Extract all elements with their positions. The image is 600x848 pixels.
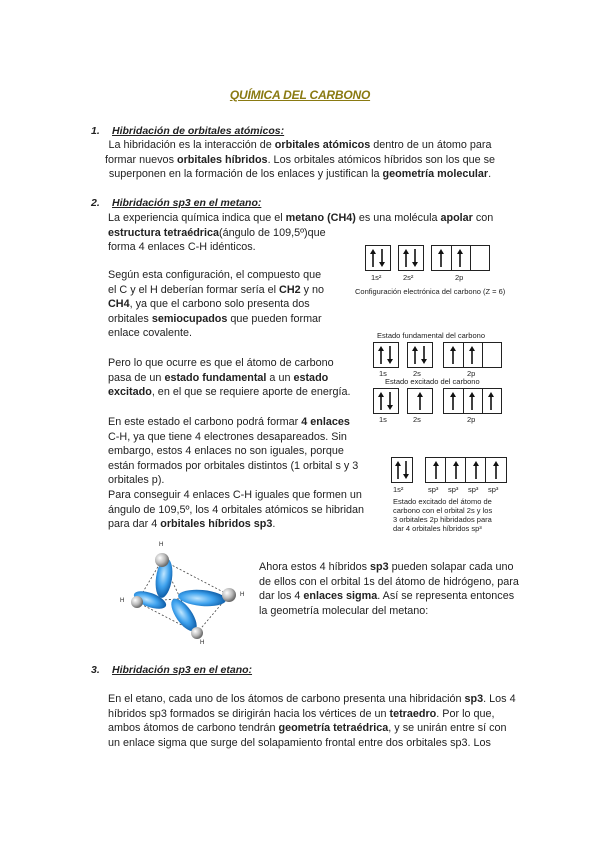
excited-box-2p (443, 388, 502, 414)
ground-excited-state-diagram (371, 331, 521, 431)
spin-down-arrow-icon (379, 249, 385, 267)
spin-up-arrow-icon (450, 392, 456, 410)
spin-down-arrow-icon (387, 392, 393, 410)
four-bonds-paragraph: En este estado el carbono podrá formar 4 enlaces C-H, ya que tiene 4 electrones desapareados. Sin embargo, estos 4 enlaces no son iguales, porque están formados por orbitales distintos (1 orbital s y 3 orbitales p). Para conseguir 4 enlaces C-H iguales que formen un ángulo de 109,5º, los 4 orbitales atómicos se hibridan para dar 4 orbitales híbridos sp3. (108, 416, 365, 531)
spin-up-arrow-icon (453, 461, 459, 479)
carbon-configuration-diagram (355, 245, 515, 303)
ethane-paragraph: En el etano, cada uno de los átomos de carbono presenta una hibridación sp3. Los 4 híbridos sp3 formados se dirigirán hacia los vértices de un tetraedro. Por lo que, ambos átomos de carbono tendrán geometría tetraédrica, y se unirán entre sí con un enlace sigma que surge del solapamiento frontal entre dos orbitales sp3. Los (108, 693, 516, 749)
methane-intro-paragraph: La experiencia química indica que el metano (CH4) es una molécula apolar con estructura tetraédrica(ángulo de 109,5º)que forma 4 enlaces C-H idénticos. (108, 212, 494, 254)
spin-down-arrow-icon (403, 461, 409, 479)
sp3-overlap-paragraph: Ahora estos 4 híbridos sp3 pueden solapar cada uno de ellos con el orbital 1s del átomo de hidrógeno, para dar los 4 enlaces sigma. Así se representa entonces la geometría molecular del metano: (259, 561, 519, 617)
label-2s: 2s (413, 415, 421, 424)
label-1s: 1s (379, 369, 387, 378)
orbital-box-2s (398, 245, 424, 271)
spin-up-arrow-icon (457, 249, 463, 267)
hybrid-caption: Estado excitado del átomo de carbono con el orbital 2s y los 3 orbitales 2p hibridados para dar 4 orbitales híbridos sp³ (393, 497, 493, 533)
section-2-number: 2. (91, 197, 100, 209)
spin-up-arrow-icon (378, 346, 384, 364)
configuration-caption: Configuración electrónica del carbono (Z = 6) (355, 287, 506, 296)
sp3-hybrid-diagram (391, 457, 531, 547)
label-2p: 2p (455, 273, 464, 282)
excited-box-2s (407, 388, 433, 414)
h-label: H (200, 640, 205, 646)
spin-up-arrow-icon (469, 392, 475, 410)
label-sp3: sp³ (468, 485, 479, 494)
h-label: H (240, 592, 245, 598)
spin-up-arrow-icon (395, 461, 401, 479)
ground-box-1s (373, 342, 399, 368)
ground-box-2p (443, 342, 502, 368)
label-2p: 2p (467, 415, 476, 424)
label-2s: 2s² (403, 273, 414, 282)
section-3-heading: Hibridación sp3 en el etano: (112, 664, 253, 676)
spin-up-arrow-icon (403, 249, 409, 267)
orbital-box-1s (365, 245, 391, 271)
label-sp3: sp³ (448, 485, 459, 494)
section-1-paragraph: La hibridación es la interacción de orbitales atómicos dentro de un átomo para formar nuevos orbitales híbridos. Los orbitales atómicos híbridos son los que se superponen en la formación de los enlaces y justifican la geometría molecular. (104, 139, 496, 181)
ground-state-caption: Estado fundamental del carbono (377, 331, 485, 340)
spin-up-arrow-icon (438, 249, 444, 267)
h-label: H (120, 598, 125, 604)
section-1-number: 1. (91, 125, 100, 137)
h-label: H (159, 542, 164, 548)
spin-up-arrow-icon (412, 346, 418, 364)
spin-up-arrow-icon (378, 392, 384, 410)
spin-up-arrow-icon (469, 346, 475, 364)
excited-state-paragraph: Pero lo que ocurre es que el átomo de carbono pasa de un estado fundamental a un estado excitado, en el que se requiere aporte de energía. (108, 357, 351, 399)
ground-box-2s (407, 342, 433, 368)
excited-state-caption: Estado excitado del carbono (385, 377, 480, 386)
hybrid-box-sp3 (425, 457, 507, 483)
spin-down-arrow-icon (387, 346, 393, 364)
hydrogen-atom (191, 627, 203, 639)
spin-down-arrow-icon (421, 346, 427, 364)
configuration-paragraph: Según esta configuración, el compuesto que el C y el H deberían formar sería el CH2 y no CH4, ya que el carbono solo presenta dos orbitales semiocupados que pueden formar enlace covalente. (108, 269, 325, 340)
spin-up-arrow-icon (417, 392, 423, 410)
hydrogen-atom (131, 596, 143, 608)
label-sp3: sp³ (488, 485, 499, 494)
label-1s: 1s² (393, 485, 404, 494)
label-2s: 2s (413, 369, 421, 378)
spin-up-arrow-icon (450, 346, 456, 364)
spin-up-arrow-icon (488, 392, 494, 410)
hydrogen-atom (222, 588, 236, 602)
label-1s: 1s² (371, 273, 382, 282)
orbital-box-2p (431, 245, 490, 271)
hybrid-box-1s (391, 457, 413, 483)
label-1s: 1s (379, 415, 387, 424)
methane-molecule-illustration (112, 540, 252, 650)
excited-box-1s (373, 388, 399, 414)
section-2-heading: Hibridación sp3 en el metano: (112, 197, 262, 209)
spin-up-arrow-icon (370, 249, 376, 267)
hydrogen-atom (155, 553, 169, 567)
spin-up-arrow-icon (493, 461, 499, 479)
section-1-heading: Hibridación de orbitales atómicos: (112, 125, 285, 137)
spin-down-arrow-icon (412, 249, 418, 267)
label-2p: 2p (467, 369, 476, 378)
page-title: QUÍMICA DEL CARBONO (229, 88, 371, 102)
label-sp3: sp³ (428, 485, 439, 494)
methane-tetrahedron-icon (112, 540, 252, 650)
spin-up-arrow-icon (473, 461, 479, 479)
section-3-number: 3. (91, 664, 100, 676)
spin-up-arrow-icon (433, 461, 439, 479)
